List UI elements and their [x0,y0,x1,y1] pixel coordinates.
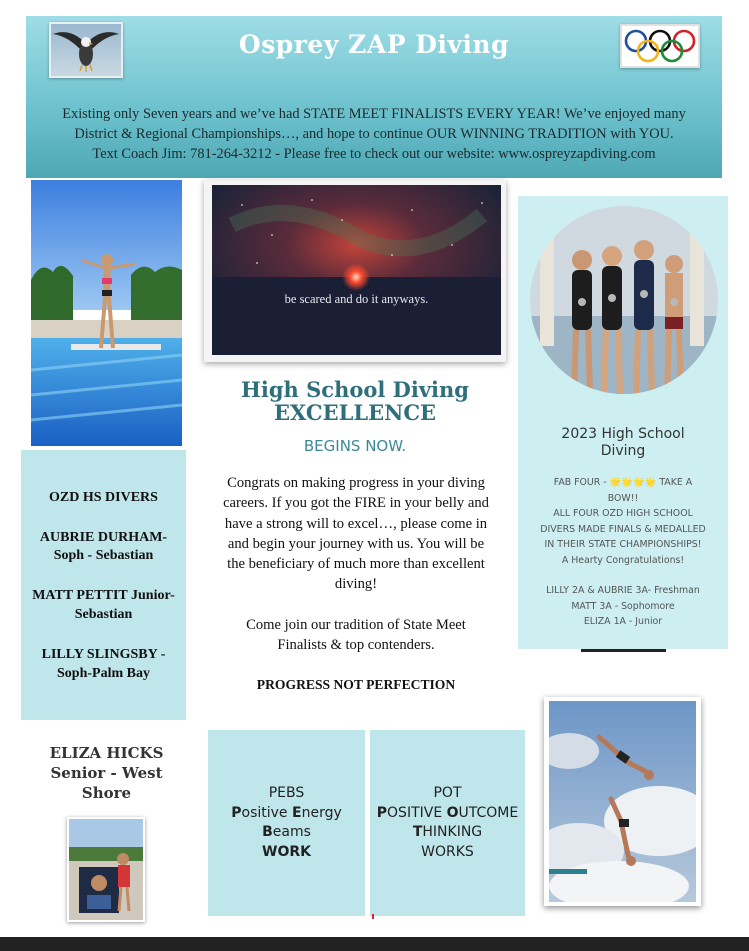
team-line: DIVERS MADE FINALS & MEDALLED [540,523,706,535]
pebs-word: nergy [301,804,342,821]
team-congrats [524,475,722,568]
pebs-card [208,730,365,916]
night-sky-image [212,185,501,355]
header-banner [26,16,722,178]
diver-detail: Sebastian [74,607,133,622]
pebs-word: eams [272,824,311,840]
diver-detail: Soph-Palm Bay [57,666,150,681]
pot-word: OSITIVE [387,804,447,821]
team-2023-card [518,196,728,649]
bottom-bar [0,937,749,951]
body-line: Congrats on making progress in your diving [227,475,485,491]
team-title-line: Diving [600,443,646,459]
motivation-banner [204,180,506,362]
team-line: IN THEIR STATE CHAMPIONSHIPS! [544,539,702,550]
pot-card [370,730,525,916]
pebs-word: WORK [262,843,311,860]
synchro-dive-photo [544,697,701,906]
body-line: Finalists & top contenders. [277,637,435,654]
pot-line: WORKS [421,843,474,860]
diver-detail: Soph - Sebastian [53,548,154,563]
pot-word: UTCOME [458,804,519,821]
team-line: LILLY 2A & AUBRIE 3A- Freshman [546,585,700,596]
team-photo [530,206,718,394]
diver-board-photo [31,180,182,446]
hs-divers-card [21,450,186,720]
header-desc-line: District & Regional Championships…, and hope to continue OUR WINNING TRADITION with YOU. [74,126,674,142]
body-line: have a strong will to excel…, please come in [224,515,488,532]
pot-line [370,804,525,824]
pot-letter: T [412,824,423,840]
pebs-letter: B [262,824,273,840]
team-title-line: 2023 High School [561,426,685,442]
headline [205,378,505,424]
hs-divers-title: OZD HS DIVERS [49,490,158,505]
headline-line: EXCELLENCE [273,400,437,425]
header-desc-line: Text Coach Jim: 781-264-3212 - Please free to check out our website: www.ospreyzapdiving.com [92,146,656,162]
page-title: Osprey ZAP Diving [238,30,510,59]
osprey-logo [49,22,123,78]
diver-name: LILLY SLINGSBY - [41,647,166,662]
eliza-detail: Shore [81,784,132,802]
header-desc-line: Existing only Seven years and we’ve had STATE MEET FINALISTS EVERY YEAR! We’ve enjoyed many [62,106,686,122]
headline-line: High School Diving [241,377,469,402]
olympic-rings-icon [620,24,700,68]
pot-line [370,823,525,843]
body-line: the beneficiary of much more than excellent [227,556,485,573]
pebs-letter: P [231,804,242,821]
diver-name: AUBRIE DURHAM- [39,530,168,545]
team-results [524,583,722,630]
body-line: Come join our tradition of State Meet [246,617,466,633]
pebs-line [208,843,365,863]
pebs-title: PEBS [268,785,305,801]
divider [581,649,666,652]
eliza-photo [67,817,145,922]
pebs-line [208,823,365,843]
team-card-title [518,426,728,460]
team-line: A Hearty Congratulations! [561,554,685,566]
eliza-detail: Senior - West [50,764,163,782]
pot-letter: P [376,804,388,821]
eliza-name: ELIZA HICKS [49,744,164,762]
pot-title: POT [433,785,462,801]
body-line: and begin your journey with us. You will be [227,535,485,552]
motto: PROGRESS NOT PERFECTION [256,677,456,692]
team-line: MATT 3A - Sophomore [571,600,675,612]
pot-word: HINKING [422,824,483,840]
marker [372,914,374,919]
header-description [36,104,712,164]
pebs-line [208,804,365,824]
team-line: FAB FOUR - 🌟🌟🌟🌟 TAKE A [553,477,693,488]
banner-caption: be scared and do it anyways. [284,292,429,306]
body-paragraph [207,615,505,656]
pebs-word: ositive [241,804,292,821]
team-line: BOW!! [607,492,639,504]
pebs-letter: E [292,804,302,821]
body-line: diving! [334,576,378,593]
body-paragraph [207,473,505,595]
team-line: ALL FOUR OZD HIGH SCHOOL [553,508,693,519]
diver-name: MATT PETTIT Junior- [32,588,175,603]
pot-letter: O [446,804,459,821]
team-line: ELIZA 1A - Junior [583,616,663,627]
eliza-caption [34,743,179,803]
body-line: careers. If you got the FIRE in your belly and [223,495,489,512]
headline-sub: BEGINS NOW. [303,437,407,455]
